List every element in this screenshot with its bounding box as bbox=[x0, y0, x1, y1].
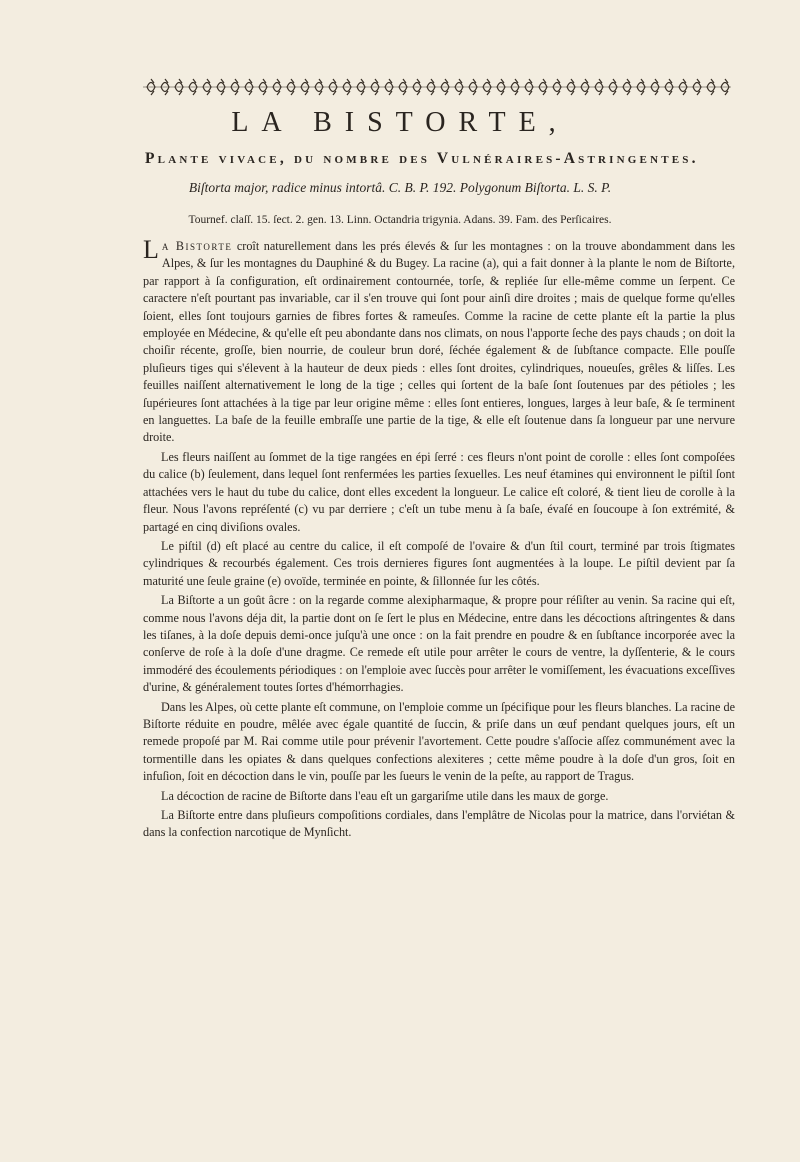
latin-synonym: Biſtorta major, radice minus intortâ. C. B. P. 192. Polygonum Biſtorta. L. S. P. bbox=[188, 180, 612, 195]
paragraph-1-text: croît naturellement dans les prés élevés & ſur les montagnes : on la trouve abondamment dans les Alpes, & ſur les montagnes du Dauphiné & du Bugey. La racine (a), qui a fait donner à la plante le nom de Biſtorte, par rapport à ſa configuration, eſt ordinairement contournée, torſe, & repliée ſur elle-même comme un ſerpent. Ce caractere n'eſt pourtant pas invariable, car il s'en trouve qui ſont pour ainſi dire droites ; mais de quelque forme qu'elles ſoient, elles ſont toujours garnies de fibres fortes & rameuſes. Comme la racine de cette plante eſt la partie la plus employée en Médecine, & qu'elle eſt peu abondante dans nos climats, on nous l'apporte ſeche des pays chauds ; on doit la choiſir récente, groſſe, bien nourrie, de couleur brun doré, ſéchée également & de ſubſtance compacte. Elle pouſſe pluſieurs tiges qui s'élevent à la hauteur de deux pieds : elles ſont droites, cylindriques, noueuſes, grêles & liſſes. Les feuilles naiſſent alternativement le long de la tige ; celles qui ſortent de la baſe ſont ſoutenues par des pétioles ; les ſupérieures ſont attachées à la tige par leur origine même : elles ſont entieres, longues, larges à leur baſe, & ſe terminent en languettes. La baſe de la feuille embraſſe une partie de la tige, & elle eſt ſoutenue dans ſa longueur par une nervure droite. bbox=[143, 239, 735, 445]
page-title: LA BISTORTE, bbox=[231, 107, 569, 138]
paragraph-7: La Biſtorte entre dans pluſieurs compoſitions cordiales, dans l'emplâtre de Nicolas pour la matrice, dans l'orviétan & dans la confection narcotique de Mynſicht. bbox=[143, 808, 735, 840]
paragraph-4: La Biſtorte a un goût âcre : on la regarde comme alexipharmaque, & propre pour réſiſter au venin. Sa racine qui eſt, comme nous l'avons déja dit, la partie dont on ſe ſert le plus en Médecine, entre dans les décoctions aſtringentes & dans les tiſanes, à la doſe depuis demi-once juſqu'à une once : on la fait prendre en poudre & en ſubſtance incorporée avec la conſerve de roſe à la doſe d'une dragme. Ce remede eſt utile pour arrêter le cours de ventre, la dyſſenterie, & le cours immodéré des écoulements périodiques : on l'emploie avec ſuccès pour arrêter le vomiſſement, les évacuations exceſſives d'urine, & généralement toutes ſortes d'hémorrhagies. bbox=[143, 593, 735, 695]
paragraph-2: Les fleurs naiſſent au ſommet de la tige rangées en épi ſerré : ces fleurs n'ont point de corolle : elles ſont compoſées du calice (b) ſeulement, dans lequel ſont renfermées les parties ſexuelles. Les neuf étamines qui environnent le piſtil ſont attachées vers le haut du tube du calice, dont elles excedent la longueur. Le calice eſt coloré, & tient lieu de corolle à la fleur. Nous l'avons repréſenté (c) vu par derriere ; c'eſt un tube menu à ſa baſe, évaſé en ſoucoupe à ſon extrémité, & partagé en cinq diviſions ovales. bbox=[143, 449, 735, 534]
body-text bbox=[143, 235, 735, 844]
paragraph-1 bbox=[143, 235, 735, 447]
paragraph-5: Dans les Alpes, où cette plante eſt commune, on l'emploie comme un ſpécifique pour les fleurs blanches. La racine de Biſtorte réduite en poudre, mêlée avec égale quantité de ſuccin, & priſe dans un œuf pendant quelques jours, eſt un remede propoſé par M. Rai comme utile pour prévenir l'avortement. Cette poudre s'aſſocie aſſez communément avec la tormentille dans les opiates & dans quelques confections alexiteres ; cette même poudre à la doſe d'un gros, ſoit en infuſion, ſoit en décoction dans le vin, pouſſe par les ſueurs le venin de la peſte, au rapport de Tragus. bbox=[143, 699, 735, 784]
classification-line: Tournef. claſſ. 15. ſect. 2. gen. 13. Linn. Octandria trigynia. Adans. 39. Fam. des Perſicaires. bbox=[188, 214, 612, 226]
paragraph-3: Le piſtil (d) eſt placé au centre du calice, il eſt compoſé de l'ovaire & d'un ſtil court, terminé par trois ſtigmates cylindriques & recourbés également. Ces trois dernieres figures ſont augmentées à la loupe. Le piſtil devient par ſa maturité une ſeule graine (e) ovoïde, terminée en pointe, & ſillonnée ſur les côtés. bbox=[143, 538, 735, 588]
ornamental-border bbox=[143, 74, 731, 100]
plant-subtitle: Plante vivace, du nombre des Vulnéraires-Astringentes. bbox=[145, 150, 699, 167]
lead-smallcaps: a Bistorte bbox=[161, 239, 233, 253]
drop-cap: L bbox=[143, 235, 159, 264]
paragraph-6: La décoction de racine de Biſtorte dans l'eau eſt un gargariſme utile dans les maux de gorge. bbox=[161, 788, 609, 803]
